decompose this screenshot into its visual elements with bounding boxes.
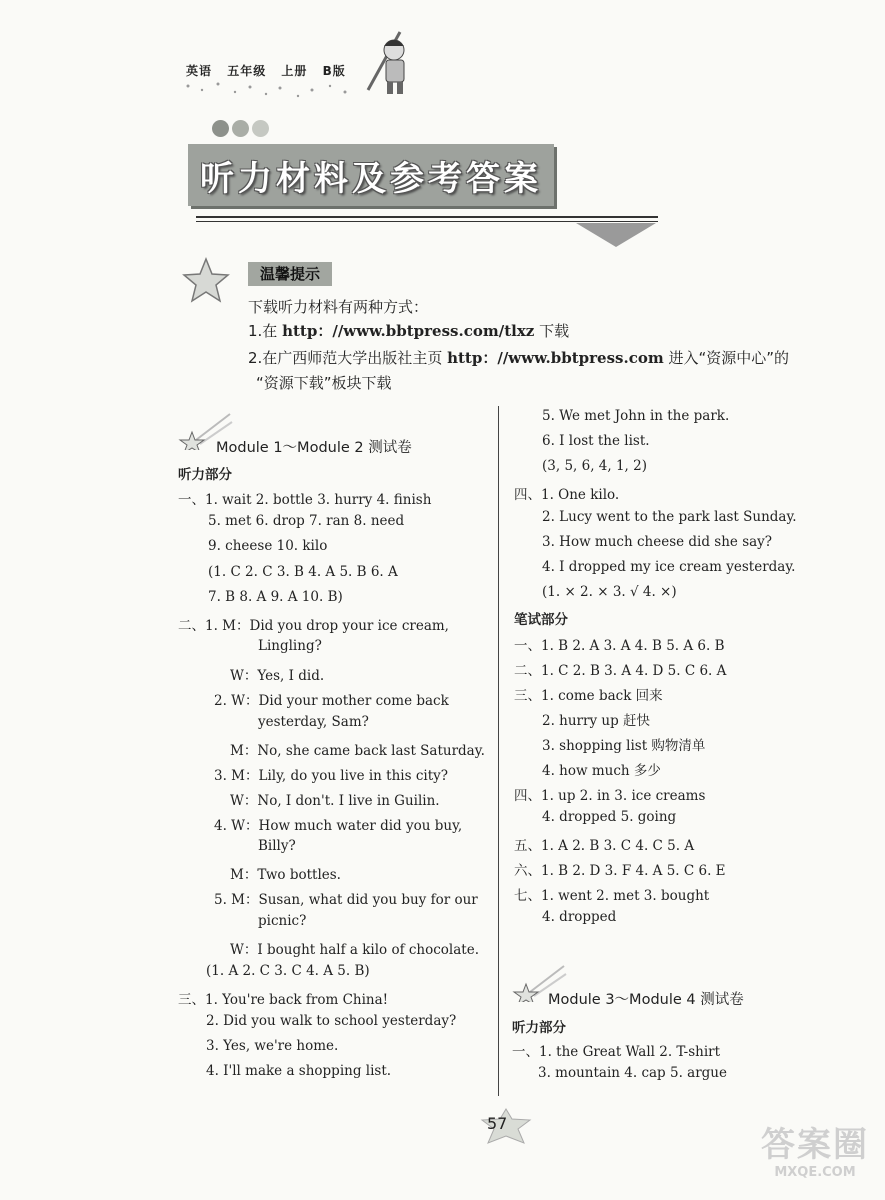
- tips-line-1-suffix: 下载: [534, 322, 570, 340]
- answer-line: yesterday, Sam?: [258, 714, 369, 730]
- answer-line: 4. how much 多少: [542, 763, 661, 779]
- answer-line: Billy?: [258, 838, 296, 854]
- answer-line: Lingling?: [258, 638, 322, 654]
- tips-line-3: “资源下载”板块下载: [256, 374, 392, 392]
- divider: [196, 221, 658, 222]
- decor-dots: [212, 120, 272, 141]
- answer-line: 7. B 8. A 9. A 10. B): [208, 589, 343, 605]
- banner-title: 听力材料及参考答案: [200, 158, 542, 199]
- answer-line: W：I bought half a kilo of chocolate.: [230, 942, 479, 958]
- answer-line: 6. I lost the list.: [542, 433, 650, 449]
- star-icon: [182, 257, 230, 303]
- grade: 五年级: [227, 64, 267, 78]
- answer-line: 五、1. A 2. B 3. C 4. C 5. A: [514, 838, 695, 854]
- answer-line: 3. M：Lily, do you live in this city?: [214, 768, 448, 784]
- answer-line: 四、1. One kilo.: [514, 487, 620, 503]
- answer-line: 一、1. the Great Wall 2. T-shirt: [512, 1044, 721, 1060]
- book-header: [186, 62, 356, 79]
- answer-line: 三、1. You're back from China!: [178, 992, 389, 1008]
- volume: 上册: [281, 64, 308, 78]
- answer-line: 4. dropped: [542, 909, 617, 925]
- answer-line: 4. W：How much water did you buy,: [214, 818, 463, 834]
- answer-line: 5. met 6. drop 7. ran 8. need: [208, 513, 405, 529]
- answer-line: 三、1. come back 回来: [514, 688, 663, 704]
- answer-line: 一、1. B 2. A 3. A 4. B 5. A 6. B: [514, 638, 725, 654]
- tips-line-1: [248, 320, 569, 341]
- answer-line: (3, 5, 6, 4, 1, 2): [542, 458, 647, 474]
- written-heading: 笔试部分: [514, 612, 568, 628]
- answer-line: 4. I'll make a shopping list.: [206, 1063, 392, 1079]
- answer-line: (1. A 2. C 3. C 4. A 5. B): [206, 963, 370, 979]
- answer-line: 5. We met John in the park.: [542, 408, 730, 424]
- answer-line: (1. × 2. × 3. √ 4. ×): [542, 584, 677, 600]
- answer-line: 5. M：Susan, what did you buy for our: [214, 892, 478, 908]
- answer-line: 4. dropped 5. going: [542, 809, 677, 825]
- answer-line: 3. shopping list 购物清单: [542, 738, 706, 754]
- listening-heading: 听力部分: [178, 467, 232, 483]
- sparkle-trail-icon: [180, 78, 380, 104]
- answer-line: 七、1. went 2. met 3. bought: [514, 888, 710, 904]
- answer-line: 2. hurry up 赶快: [542, 713, 651, 729]
- tips-line-1-prefix: 1.在: [248, 322, 283, 340]
- tips-line-2: [248, 347, 789, 368]
- listening-heading-2: 听力部分: [512, 1020, 566, 1036]
- answer-line: 3. How much cheese did she say?: [542, 534, 773, 550]
- triangle-marker-icon: [576, 223, 656, 247]
- tips-intro: 下载听力材料有两种方式：: [248, 298, 429, 316]
- answer-line: 一、1. wait 2. bottle 3. hurry 4. finish: [178, 492, 432, 508]
- answer-line: 二、1. M：Did you drop your ice cream,: [178, 618, 449, 634]
- answer-line: picnic?: [258, 913, 307, 929]
- answer-line: 2. Lucy went to the park last Sunday.: [542, 509, 797, 525]
- answer-line: 3. Yes, we're home.: [206, 1038, 339, 1054]
- section-title-m1-m2: Module 1～Module 2 测试卷: [216, 440, 412, 456]
- answer-line: 2. Did you walk to school yesterday?: [206, 1013, 457, 1029]
- answer-line: (1. C 2. C 3. B 4. A 5. B 6. A: [208, 564, 398, 580]
- section-title-m3-m4: Module 3～Module 4 测试卷: [548, 992, 744, 1008]
- answer-line: 3. mountain 4. cap 5. argue: [538, 1065, 727, 1081]
- answer-line: 二、1. C 2. B 3. A 4. D 5. C 6. A: [514, 663, 727, 679]
- answer-line: W：No, I don't. I live in Guilin.: [230, 793, 440, 809]
- tips-title: 温馨提示: [248, 262, 332, 286]
- download-link[interactable]: http：//www.bbtpress.com/tlxz: [282, 322, 535, 340]
- homepage-link[interactable]: http：//www.bbtpress.com: [447, 349, 664, 367]
- watermark-logo: 答案圈: [761, 1125, 869, 1165]
- answer-line: 2. W：Did your mother come back: [214, 693, 449, 709]
- page-number: 57: [487, 1114, 508, 1133]
- divider: [196, 216, 658, 218]
- watermark: [756, 1126, 874, 1192]
- banner: [188, 144, 554, 206]
- edition: B版: [322, 64, 346, 78]
- tips-line-2-prefix: 2.在广西师范大学出版社主页: [248, 349, 448, 367]
- kid-with-pencil-icon: [366, 28, 414, 98]
- answer-line: 六、1. B 2. D 3. F 4. A 5. C 6. E: [514, 863, 726, 879]
- answer-line: M：Two bottles.: [230, 867, 341, 883]
- answer-line: 9. cheese 10. kilo: [208, 538, 328, 554]
- answer-line: 4. I dropped my ice cream yesterday.: [542, 559, 796, 575]
- tips-line-2-suffix: 进入“资源中心”的: [663, 349, 790, 367]
- watermark-url: MXQE.COM: [774, 1165, 856, 1180]
- answer-line: M：No, she came back last Saturday.: [230, 743, 485, 759]
- answer-line: 四、1. up 2. in 3. ice creams: [514, 788, 706, 804]
- column-divider: [498, 406, 499, 1096]
- answer-line: W：Yes, I did.: [230, 668, 325, 684]
- subject: 英语: [186, 64, 213, 78]
